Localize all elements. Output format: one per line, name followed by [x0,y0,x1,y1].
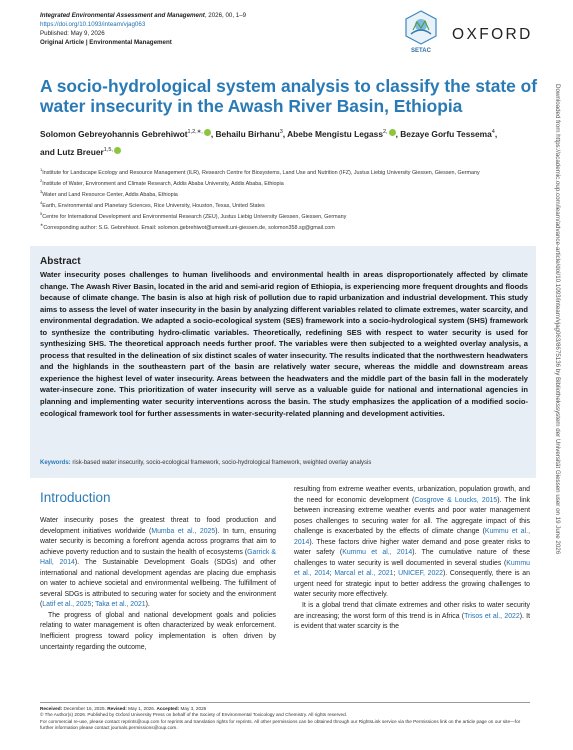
footer-divider [40,702,530,703]
author-list: Solomon Gebreyohannis Gebrehiwot$^{1,2,∗,}$ , Behailu Birhanu$^3$, Abebe Mengistu Legass$^{2,}$ , Bezaye Gorfu Tessema$^4$, and Lutz Breuer$^{1,5,}$ [40,128,498,157]
body-paragraph: resulting from extreme weather events, urbanization, population growth, and the need for economic development (Cosgrove & Loucks, 2015). The link between increasing extreme weather events and poor water management poses challenges to securing water for all. The aggregate impact of this challenge is exacerbated by the effects of climate change (Kummu et al., 2014). These factors drive higher water demand and pose greater risks to water safety (Kummu et al., 2014). The cumulative nature of these challenges to water security is well documented in several studies (Kummu et al., 2014; Marcal et al., 2021; UNICEF, 2022). Consequently, there is an urgent need for strategic input to better address the growing challenges to water security more effectively. [294,486,530,599]
author-affiliation-marker: 1,5, [103,146,113,153]
author-affiliation-marker: 3 [279,129,283,135]
affiliation-item: $^2$Institute of Water, Environment and Climate Research, Addis Ababa University, Addis Ababa, Ethiopia [40,178,284,187]
citation-link[interactable]: Garrick & Hall, 2014 [40,548,276,567]
author-name: Bezaye Gorfu Tessema [400,128,492,139]
citation-link[interactable]: Cosgrove & Loucks, 2015 [414,496,498,504]
author-affiliation-marker: 1,2,∗, [187,129,203,135]
abstract-heading: Abstract [40,256,81,267]
journal-name: Integrated Environmental Assessment and Management [40,12,205,19]
footer [40,706,530,732]
copyright-notice: © The Author(s) 2026. Published by Oxford University Press on behalf of the Society of Environmental Toxicology and Chemistry. All rights reserved. [40,712,347,718]
citation-link[interactable]: Mumba et al., 2025 [151,527,216,535]
citation-link[interactable]: Latif et al., 2025 [42,601,92,609]
affiliation-item: $^4$Earth, Environmental and Planetary Sciences, Rice University, Houston, Texas, United States [40,200,265,209]
published-date: Published: May 9, 2026 [40,30,105,37]
author-name: Solomon Gebreyohannis Gebrehiwot [40,128,188,139]
keywords [40,460,530,466]
citation-link[interactable]: Taka et al., 2021 [95,601,146,609]
setac-logo-icon [404,10,438,54]
introduction-heading: Introduction [40,490,111,505]
author-name: Lutz Breuer [57,146,104,157]
introduction-column-right [294,485,530,633]
affiliation-item: ∗Corresponding author: S.G. Gebrehiwot. Email: solomon.gebrehiwot@umwelt.uni-giessen.de, solomon358.sg@gmail.com [40,222,335,231]
permissions-notice: For commercial re-use, please contact reprints@oup.com for reprints and translation rights for reprints. All other permissions can be obtained through our RightsLink service via the Permissions link on the article page on our site—for further information please contact journals.permissions@oup.com. [40,718,521,731]
svg-text:SETAC: SETAC [411,48,431,54]
orcid-icon[interactable] [114,147,121,154]
affiliation-item: $^3$Water and Land Resource Center, Addis Ababa, Ethiopia [40,189,178,198]
citation-link[interactable]: UNICEF, 2022 [398,570,443,578]
citation-link[interactable]: Kummu et al., 2014 [294,528,530,546]
affiliations [40,166,530,232]
keywords-label: Keywords: [40,460,71,466]
history-dates: Received: December 16, 2025. Revised: May 1, 2026. Accepted: May 3, 2026 [40,706,207,711]
body-paragraph: It is a global trend that climate extremes and other risks to water security are increasing; the worst form of this trend is in Africa (Trisos et al., 2022). It is evident that water scarcity is the [294,602,530,631]
affiliation-item: $^5$Centre for International Development and Environmental Research (ZEU), Justus Liebig University Giessen, Giessen, Germany [40,211,347,220]
orcid-icon[interactable] [389,129,396,136]
author-name: Behailu Birhanu [215,128,280,139]
article-title: A socio-hydrological system analysis to classify the state of water insecurity in the Awash River Basin, Ethiopia [40,76,538,116]
author-affiliation-marker: 2, [382,129,388,135]
affiliation-item: $^1$Institute for Landscape Ecology and Resource Management (ILR), Research Centre for Biosystems, Land Use and Nutrition (IFZ), Justus Liebig University Giessen, Giessen, Germany [40,167,480,176]
journal-citation [40,11,246,20]
citation-link[interactable]: Kummu et al., 2014 [294,559,530,578]
body-paragraph: Water insecurity poses the greatest threat to food production and development initiatives worldwide (Mumba et al., 2025). In turn, ensuring water security is becoming a forefront agenda across programs that aim to achieve poverty reduction and to sustain the health of ecosystems (Garrick & Hall, 2014). The Sustainable Development Goals (SDGs) and other international and national development agendas are placing due emphasis on water to achieve societal and environmental wellbeing. The fulfillment of several SDGs is attributed to securing water for society and the environment (Latif et al., 2025; Taka et al., 2021). [40,517,277,609]
oxford-logo: OXFORD [452,26,533,43]
keywords-list: risk-based water insecurity, socio-ecological framework, socio-hydrological framework, weighted overlay analysis [72,460,372,466]
author-affiliation-marker: 4 [491,129,495,135]
orcid-icon[interactable] [204,129,211,136]
citation-link[interactable]: Kummu et al., 2014 [342,549,413,557]
introduction-column-left [40,516,276,653]
body-paragraph: The progress of global and national development goals and policies relating to water management is often characterized by weak enforcement. Inefficient progress toward policy implementation is often driven by uncertainty regarding the outcome, [40,611,276,651]
download-watermark: Downloaded from https://academic.oup.com/ieam/advance-article/doi/10.1093/inteam/vjag063/8675136 by Bibliothekssystem der Universität Giessen user on 19 June 2026 [554,84,561,555]
author-name: Abebe Mengistu Legass [287,128,383,139]
journal-issue: , 2026, 00, 1–9 [204,12,247,19]
doi-link[interactable]: https://doi.org/10.1093/inteam/vjag063 [40,21,146,28]
abstract-text: Water insecurity poses challenges to human livelihoods and environmental health in areas disproportionately affected by climate change. The Awash River Basin, located in the arid and semi-arid region of Ethiopia, is experiencing more frequent droughts and floods because of climate change. The basin is also at high risk of pollution due to rapid urbanization and industrial development. This study aims to assess the level of water insecurity in the basin by analyzing different variables related to climate extremes, water scarcity, and environmental degradation. We adapted a socio-ecological system (SES) framework into a socio-hydrological system (SHS) framework to synthesize the contributing hydro-climatic variables. Theoretically, redefining SES with respect to water security is used for synthesizing SHS. The theoretical approach needs further proof. The variables were then subjected to a weighted overlay analysis, a process that resulted in the delineation of six distinct scales of water insecurity. The results indicated that the northwestern headwaters and the highlands in the southeastern part of the basin are relatively water secure, whereas the middle and downstream areas experience the highest level of water insecurity. Areas between the headwaters and the middle part of the basin fall in the moderately water-insecure zone. This prioritization of water insecurity will serve as a valuable guide for national and international agencies in planning and implementing water security interventions across the basin. The study emphasizes the application of a modified socio-ecological framework tool for further assessments in water-security-related planning and development activities. [40,270,528,418]
article-type: Original Article | Environmental Management [40,39,172,46]
citation-link[interactable]: Marcal et al., 2021 [334,570,394,578]
citation-link[interactable]: Trisos et al., 2022 [464,612,520,620]
